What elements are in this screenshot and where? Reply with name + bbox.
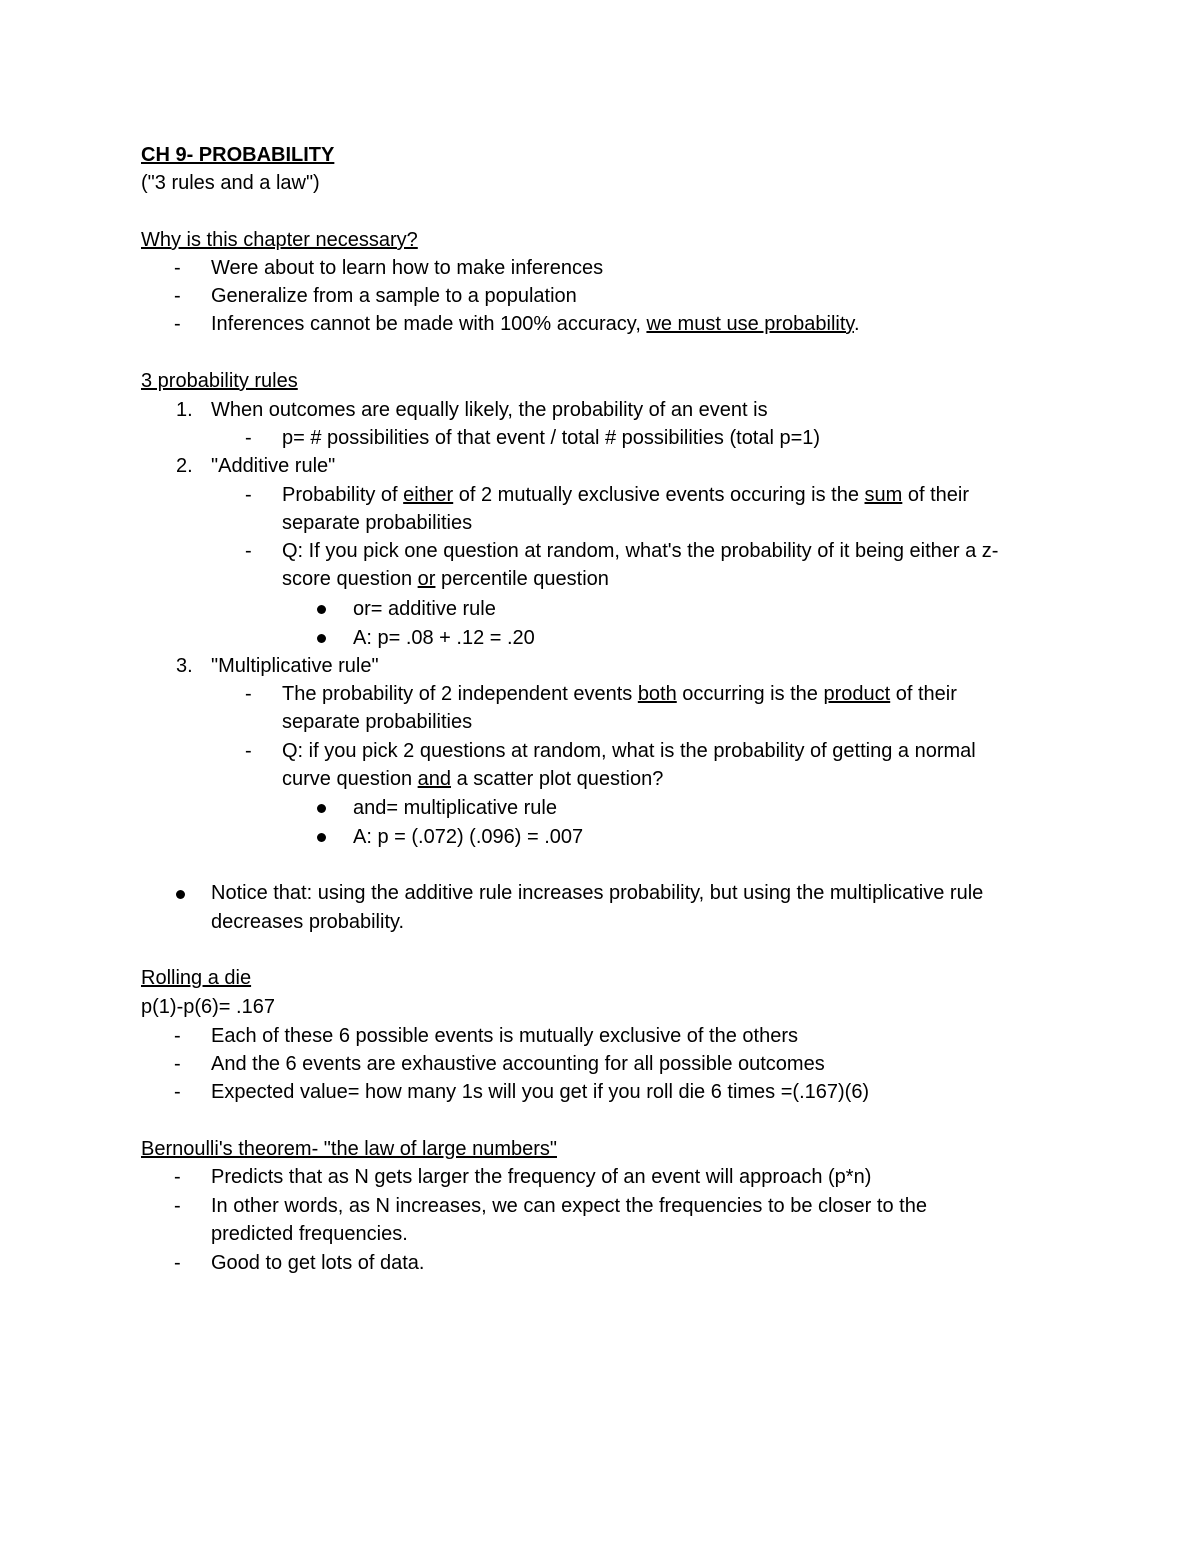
dash-bullet: - <box>174 1025 181 1047</box>
list-item: Q: if you pick 2 questions at random, what is the probability of getting a normal <box>282 740 976 762</box>
list-item-continuation: predicted frequencies. <box>211 1223 408 1245</box>
section-heading-bernoulli: Bernoulli's theorem- "the law of large numbers" <box>141 1138 557 1160</box>
dash-bullet: - <box>174 1081 181 1103</box>
list-item: or= additive rule <box>353 598 496 620</box>
list-item: Were about to learn how to make inferences <box>211 257 604 279</box>
die-probability: p(1)-p(6)= .167 <box>141 996 275 1018</box>
list-number: 2. <box>176 455 193 477</box>
list-item: p= # possibilities of that event / total # possibilities (total p=1) <box>282 427 821 449</box>
dash-bullet: - <box>245 740 252 762</box>
list-item: Q: If you pick one question at random, what's the probability of it being either a z- <box>282 540 999 562</box>
list-number: 1. <box>176 399 193 421</box>
page-title: CH 9- PROBABILITY <box>141 144 335 166</box>
list-item: Generalize from a sample to a population <box>211 285 577 307</box>
dash-bullet: - <box>245 540 252 562</box>
list-item-continuation: separate probabilities <box>282 711 473 733</box>
section-heading-die: Rolling a die <box>141 967 252 989</box>
list-number: 3. <box>176 655 193 677</box>
list-item-continuation: score question or percentile question <box>282 568 609 590</box>
page-subtitle: ("3 rules and a law") <box>141 172 320 194</box>
bullet-dot <box>317 634 326 643</box>
list-item: A: p= .08 + .12 = .20 <box>353 627 535 649</box>
section-heading-rules: 3 probability rules <box>141 370 298 392</box>
rule-1: When outcomes are equally likely, the probability of an event is <box>211 399 768 421</box>
list-item: Probability of either of 2 mutually exclusive events occuring is the sum of their <box>282 484 970 506</box>
dash-bullet: - <box>174 285 181 307</box>
list-item: Predicts that as N gets larger the frequency of an event will approach (p*n) <box>211 1166 872 1188</box>
bullet-dot <box>317 804 326 813</box>
list-item: Inferences cannot be made with 100% accuracy, we must use probability. <box>211 313 860 335</box>
list-item: Expected value= how many 1s will you get if you roll die 6 times =(.167)(6) <box>211 1081 870 1103</box>
dash-bullet: - <box>245 683 252 705</box>
list-item: And the 6 events are exhaustive accounting for all possible outcomes <box>211 1053 825 1075</box>
list-item: Good to get lots of data. <box>211 1252 425 1274</box>
list-item: and= multiplicative rule <box>353 797 557 819</box>
list-item: In other words, as N increases, we can expect the frequencies to be closer to the <box>211 1195 927 1217</box>
dash-bullet: - <box>174 1195 181 1217</box>
dash-bullet: - <box>174 1166 181 1188</box>
dash-bullet: - <box>174 1053 181 1075</box>
list-item-continuation: curve question and a scatter plot question? <box>282 768 664 790</box>
dash-bullet: - <box>245 427 252 449</box>
section-heading-why: Why is this chapter necessary? <box>141 229 418 251</box>
dash-bullet: - <box>174 1252 181 1274</box>
rule-2: "Additive rule" <box>211 455 336 477</box>
rule-3: "Multiplicative rule" <box>211 655 379 677</box>
dash-bullet: - <box>174 313 181 335</box>
bullet-dot <box>317 833 326 842</box>
dash-bullet: - <box>245 484 252 506</box>
bullet-dot <box>317 605 326 614</box>
list-item: The probability of 2 independent events both occurring is the product of their <box>282 683 957 705</box>
notice-text-continuation: decreases probability. <box>211 911 405 933</box>
list-item-continuation: separate probabilities <box>282 512 473 534</box>
bullet-dot <box>176 890 185 899</box>
list-item: Each of these 6 possible events is mutually exclusive of the others <box>211 1025 798 1047</box>
dash-bullet: - <box>174 257 181 279</box>
notice-text: Notice that: using the additive rule increases probability, but using the multiplicative rule <box>211 882 984 904</box>
list-item: A: p = (.072) (.096) = .007 <box>353 826 584 848</box>
